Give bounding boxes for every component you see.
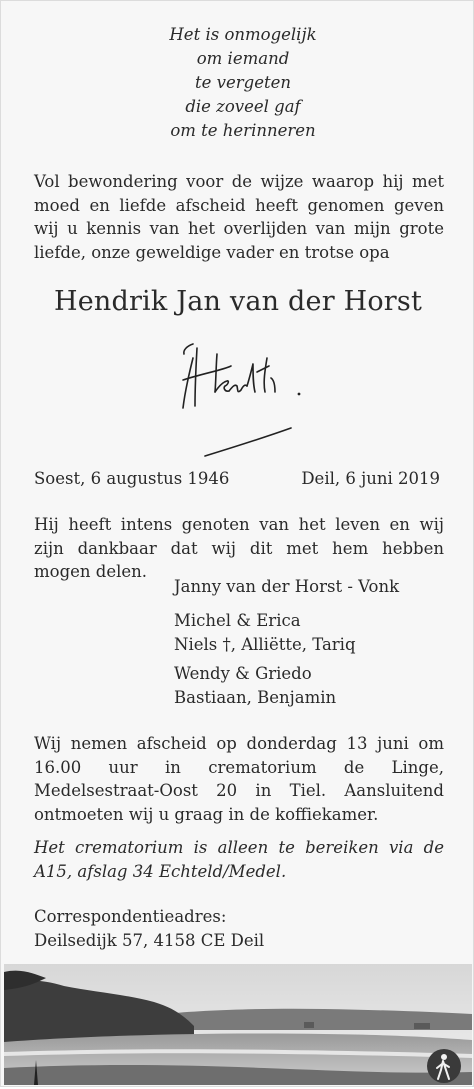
family-group [174, 609, 356, 656]
correspondence-block [34, 905, 444, 952]
poem-line: Het is onmogelijk [169, 25, 317, 44]
family-line: Wendy & Griedo [174, 664, 312, 683]
poem [1, 23, 474, 143]
family-line: Niels †, Alliëtte, Tariq [174, 634, 356, 654]
poem-line: om iemand [196, 49, 290, 68]
walking-figure-logo-icon [426, 1048, 462, 1088]
family-spouse [174, 575, 399, 599]
poem-line: te vergeten [195, 73, 291, 92]
family-line: Bastiaan, Benjamin [174, 687, 337, 707]
birth-date: Soest, 6 augustus 1946 [34, 469, 230, 488]
poem-line: die zoveel gaf [185, 97, 301, 116]
farewell-paragraph: Wij nemen afscheid op donderdag 13 juni om 16.00 uur in crematorium de Linge, Medelsestraat-Oost 20 in Tiel. Aansluitend ontmoeten wij u graag in de koffiekamer. [34, 734, 444, 824]
deceased-name: Hendrik Jan van der Horst [53, 286, 423, 317]
correspondence-label: Correspondentieadres: [34, 907, 227, 926]
handwritten-signature-icon [171, 336, 311, 465]
intro-paragraph: Vol bewondering voor de wijze waarop hij met moed en liefde afscheid heeft genomen geven wij u kennis van het overlijden van mijn grote liefde, onze geweldige vader en trotse opa [34, 172, 444, 262]
life-paragraph: Hij heeft intens genoten van het leven en wij zijn dankbaar dat wij dit met hem hebben mogen delen. [34, 515, 444, 581]
family-line: Michel & Erica [174, 611, 301, 630]
poem-line: om te herinneren [170, 121, 316, 140]
river-landscape-photo-icon [4, 964, 472, 1085]
family-line: Janny van der Horst - Vonk [174, 577, 400, 596]
correspondence-address: Deilsedijk 57, 4158 CE Deil [34, 930, 265, 950]
directions-paragraph: Het crematorium is alleen te bereiken via de A15, afslag 34 Echteld/Medel. [34, 838, 444, 881]
family-group [174, 662, 336, 709]
death-date: Deil, 6 juni 2019 [301, 469, 440, 488]
